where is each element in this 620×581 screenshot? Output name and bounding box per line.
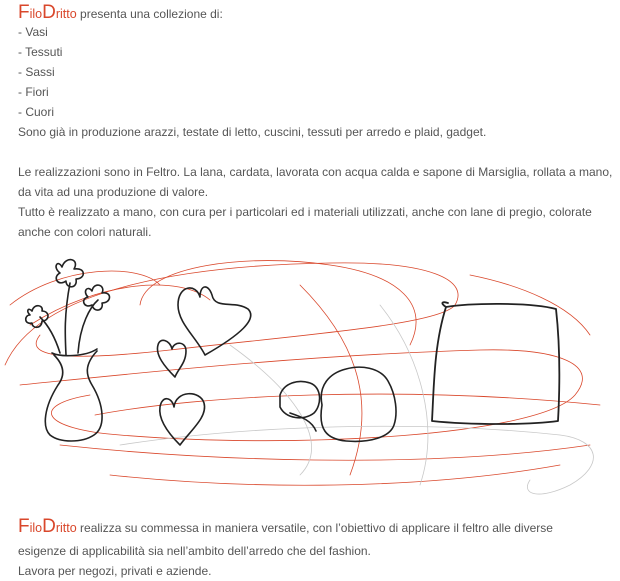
list-item: - Vasi — [18, 25, 48, 39]
hearts-icon — [157, 287, 250, 445]
list-item: - Sassi — [18, 65, 55, 79]
list-item: - Fiori — [18, 85, 49, 99]
stones-icon — [280, 367, 396, 441]
intro-heading — [18, 0, 618, 22]
outro-line-1-text: realizza su commessa in maniera versatile, con l’obiettivo di applicare il feltro alle diverse — [76, 521, 553, 535]
description-paragraph-2: Tutto è realizzato a mano, con cura per i particolari ed i materiali utilizzati, anche con lane di pregio, colorate anche con colori naturali. — [18, 205, 592, 239]
outro-section — [18, 514, 618, 581]
list-item: - Tessuti — [18, 45, 63, 59]
intro-heading-text: presenta una collezione di: — [76, 7, 223, 21]
vase-with-flowers-icon — [26, 260, 110, 441]
list-item: - Cuori — [18, 105, 55, 119]
production-note: Sono già in produzione arazzi, testate di letto, cuscini, tessuti per arredo e plaid, gadget. — [18, 125, 487, 139]
outro-line-2: esigenze di applicabilità sia nell’ambito dell’arredo che del fashion. — [18, 544, 371, 558]
outro-line-3: Lavora per negozi, privati e aziende. — [18, 564, 212, 578]
cushion-icon — [432, 302, 559, 424]
brand-logo: FiloDritto — [18, 2, 77, 23]
outro-line-1 — [18, 514, 618, 541]
felt-collection-illustration — [0, 245, 620, 505]
brand-logo: FiloDritto — [18, 516, 77, 537]
description-paragraph-1: Le realizzazioni sono in Feltro. La lana, cardata, lavorata con acqua calda e sapone di Marsiglia, rollata a mano, da vita ad una produzione di valore. — [18, 165, 613, 199]
description-section — [18, 162, 618, 242]
felt-thread-lines — [5, 261, 600, 486]
intro-section — [18, 0, 618, 142]
